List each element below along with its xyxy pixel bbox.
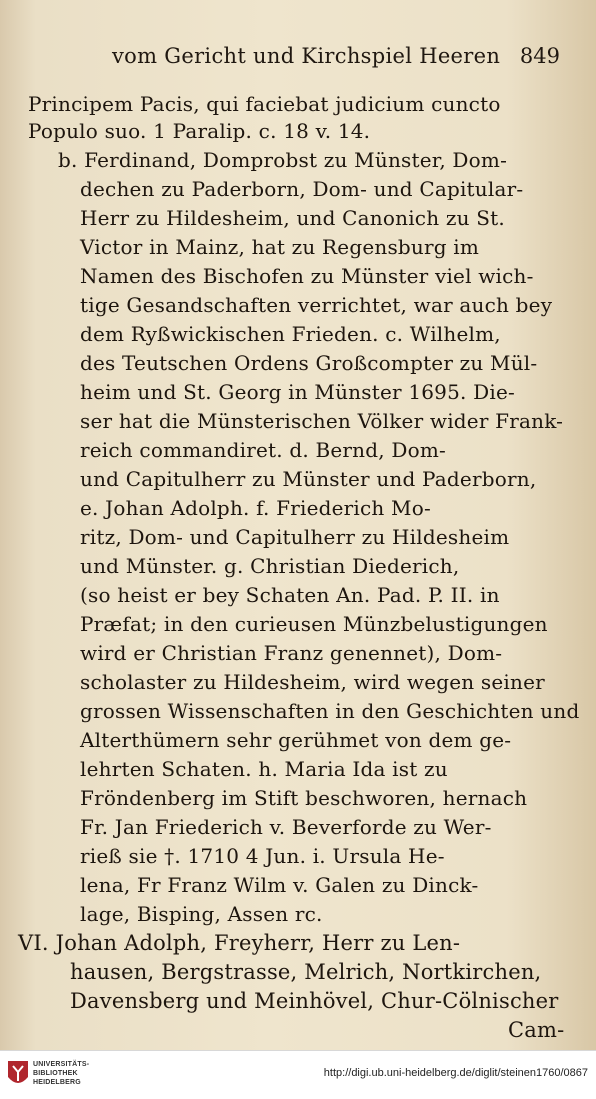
text-line: grossen Wissenschaften in den Geschichten und [80, 699, 580, 723]
text-line: Herr zu Hildesheim, und Canonich zu St. [80, 206, 505, 230]
text-line: hausen, Bergstrasse, Melrich, Nortkirchen, [70, 960, 542, 984]
viewer-footer [0, 1050, 596, 1099]
text-line: lena, Fr Franz Wilm v. Galen zu Dinck- [80, 873, 479, 897]
text-line: lehrten Schaten. h. Maria Ida ist zu [80, 757, 448, 781]
text-line: dechen zu Paderborn, Dom- und Capitular- [80, 177, 524, 201]
library-logo-icon [6, 1059, 30, 1089]
header-title: vom Gericht und Kirchspiel Heeren [112, 44, 501, 68]
library-name-line: BIBLIOTHEK [33, 1070, 78, 1077]
library-name [33, 1060, 89, 1087]
text-line: und Capitulherr zu Münster und Paderborn, [80, 467, 537, 491]
text-line: ritz, Dom- und Capitulherr zu Hildesheim [80, 525, 510, 549]
text-line: rieß sie †. 1710 4 Jun. i. Ursula He- [80, 844, 445, 868]
text-line: Populo suo. 1 Paralip. c. 18 v. 14. [28, 119, 371, 143]
text-line: Namen des Bischofen zu Münster viel wich- [80, 264, 534, 288]
text-line: Fr. Jan Friederich v. Beverforde zu Wer- [80, 815, 492, 839]
text-line: lage, Bisping, Assen rc. [80, 902, 323, 926]
text-line: und Münster. g. Christian Diederich, [80, 554, 460, 578]
text-line: dem Ryßwickischen Frieden. c. Wilhelm, [80, 322, 501, 346]
running-header [112, 44, 582, 74]
text-line: ser hat die Münsterischen Völker wider Frank- [80, 409, 564, 433]
text-line: Davensberg und Meinhövel, Chur-Cölnischer [70, 989, 559, 1013]
permalink[interactable]: http://digi.ub.uni-heidelberg.de/diglit/steinen1760/0867 [323, 1067, 588, 1079]
text-line: Fröndenberg im Stift beschworen, hernach [80, 786, 528, 810]
text-line: (so heist er bey Schaten An. Pad. P. II. in [80, 583, 500, 607]
library-name-line: UNIVERSITÄTS- [33, 1061, 90, 1068]
text-line: des Teutschen Ordens Großcompter zu Mül- [80, 351, 538, 375]
library-name-line: HEIDELBERG [33, 1079, 81, 1086]
text-line: tige Gesandschaften verrichtet, war auch bey [80, 293, 553, 317]
text-line: Præfat; in den curieusen Münzbelustigungen [80, 612, 548, 636]
text-line: scholaster zu Hildesheim, wird wegen seiner [80, 670, 545, 694]
text-line: b. Ferdinand, Domprobst zu Münster, Dom- [58, 148, 508, 172]
text-line: reich commandiret. d. Bernd, Dom- [80, 438, 446, 462]
text-line: Victor in Mainz, hat zu Regensburg im [80, 235, 480, 259]
text-line: heim und St. Georg in Münster 1695. Die- [80, 380, 515, 404]
text-line: Principem Pacis, qui faciebat judicium cuncto [28, 92, 501, 116]
text-line: wird er Christian Franz genennet), Dom- [80, 641, 503, 665]
catchword: Cam- [508, 1018, 565, 1042]
page-number: 849 [519, 44, 560, 68]
text-line: e. Johan Adolph. f. Friederich Mo- [80, 496, 431, 520]
text-line: Alterthümern sehr gerühmet von dem ge- [80, 728, 512, 752]
text-line: VI. Johan Adolph, Freyherr, Herr zu Len- [18, 931, 461, 955]
